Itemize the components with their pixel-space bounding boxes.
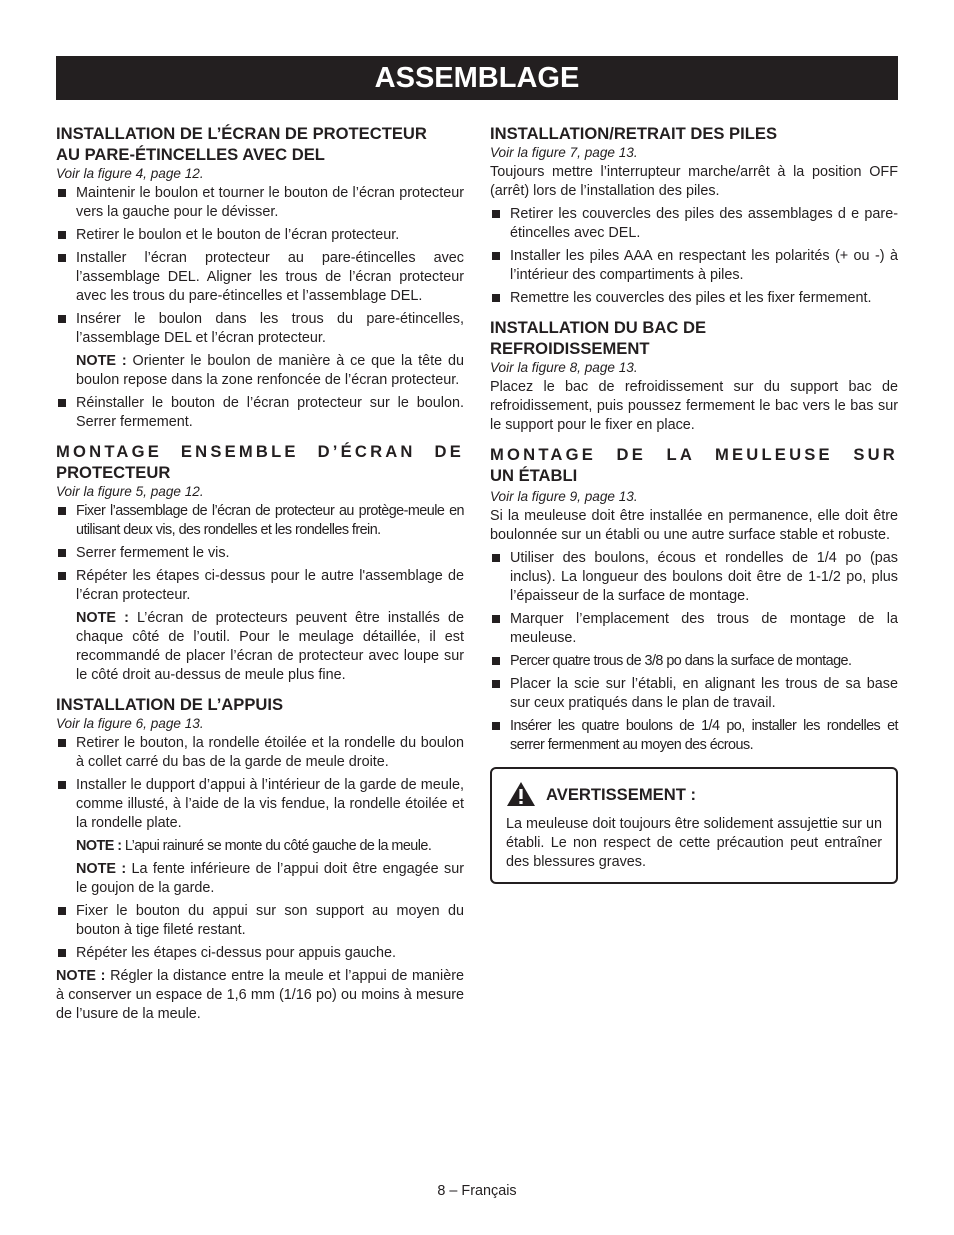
section-ecran-protecteur xyxy=(56,123,464,432)
section-heading xyxy=(490,444,898,486)
list-item: Fixer le bouton du appui sur son support au moyen du bouton à tige fileté restant. xyxy=(56,902,464,940)
section-appuis xyxy=(56,694,464,1024)
list-item: Retirer le boulon et le bouton de l’écran protecteur. xyxy=(56,226,464,245)
warning-box xyxy=(490,767,898,884)
figure-reference: Voir la figure 8, page 13. xyxy=(490,360,638,375)
heading-line: REFROIDISSEMENT xyxy=(490,339,650,358)
bullet-list xyxy=(56,394,464,432)
list-item: Placer la scie sur l’établi, en alignant les trous de sa base sur ceux pratiqués dans le plan de travail. xyxy=(490,675,898,713)
note-text: L’apui rainuré se monte du côté gauche de la meule. xyxy=(121,838,432,854)
list-item: Maintenir le boulon et tourner le bouton de l’écran protecteur vers la gauche pour le dévisser. xyxy=(56,184,464,222)
list-item: Retirer les couvercles des piles des assemblages d e pare-étincelles avec DEL. xyxy=(490,205,898,243)
note-text: La fente inférieure de l’appui doit être engagée sur le goujon de la garde. xyxy=(76,861,465,896)
note xyxy=(56,609,464,685)
warning-triangle-icon xyxy=(506,781,536,807)
list-item: Serrer fermement le vis. xyxy=(56,544,464,563)
section-heading xyxy=(56,123,464,165)
note-label: NOTE : xyxy=(76,353,127,369)
warning-header xyxy=(506,781,882,807)
section-bac-refroidissement xyxy=(490,317,898,435)
heading-line: MONTAGE ENSEMBLE D’ÉCRAN DE xyxy=(56,442,464,461)
list-item: Répéter les étapes ci-dessus pour appuis gauche. xyxy=(56,944,464,963)
right-column xyxy=(490,123,898,884)
list-item: Remettre les couvercles des piles et les fixer fermement. xyxy=(490,289,898,308)
note xyxy=(56,352,464,390)
bullet-list xyxy=(490,205,898,308)
section-montage-ensemble xyxy=(56,441,464,685)
warning-title: AVERTISSEMENT : xyxy=(546,784,696,804)
list-item: Installer le dupport d’appui à l’intérieur de la garde de meule, comme illusté, à l’aide de la vis fendue, la rondelle étoilée et la rondelle plate. xyxy=(56,776,464,833)
list-item: Installer les piles AAA en respectant les polarités (+ ou -) à l’intérieur des compartiments à piles. xyxy=(490,247,898,285)
figure-reference: Voir la figure 4, page 12. xyxy=(56,166,204,181)
note-label: NOTE : xyxy=(76,610,129,626)
bullet-list xyxy=(56,502,464,605)
left-column xyxy=(56,123,464,1028)
section-heading: INSTALLATION DE L’APPUIS xyxy=(56,695,284,714)
note-label: NOTE : xyxy=(76,861,127,877)
section-piles xyxy=(490,123,898,308)
note-text: Orienter le boulon de manière à ce que la tête du boulon repose dans la zone renfoncée de l’écran protecteur. xyxy=(76,353,464,388)
list-item: Insérer les quatre boulons de 1/4 po, installer les rondelles et serrer fermenment au moyen des écrous. xyxy=(490,717,898,755)
final-note xyxy=(56,967,464,1024)
list-item: Retirer le bouton, la rondelle étoilée et la rondelle du boulon à collet carré du bas de la garde de meule droite. xyxy=(56,734,464,772)
heading-line: MONTAGE DE LA MEULEUSE SUR xyxy=(490,445,898,464)
section-meuleuse-etabli xyxy=(490,444,898,755)
note xyxy=(56,837,464,856)
list-item: Insérer le boulon dans les trous du pare-étincelles, l’assemblage DEL et l’écran protecteur. xyxy=(56,310,464,348)
paragraph: Si la meuleuse doit être installée en permanence, elle doit être boulonnée sur un établi ou une autre surface stable et robuste. xyxy=(490,508,898,543)
bullet-list xyxy=(56,734,464,833)
note-label: NOTE : xyxy=(56,968,106,984)
heading-line: INSTALLATION DU BAC DE xyxy=(490,318,707,337)
list-item: Marquer l’emplacement des trous de montage de la meuleuse. xyxy=(490,610,898,648)
page-banner-title: ASSEMBLAGE xyxy=(56,56,898,100)
list-item: Fixer l’assemblage de l’écran de protecteur au protège-meule en utilisant deux vis, des rondelles et les rondelles frein. xyxy=(56,502,464,540)
list-item: Répéter les étapes ci-dessus pour le autre l'assemblage de l’écran protecteur. xyxy=(56,567,464,605)
note-text: Régler la distance entre la meule et l’appui de manière à conserver un espace de 1,6 mm (1/16 po) ou moins à mesure de l’usure de la meule. xyxy=(56,968,465,1022)
list-item: Percer quatre trous de 3/8 po dans la surface de montage. xyxy=(490,652,898,671)
note xyxy=(56,860,464,898)
bullet-list xyxy=(56,184,464,348)
figure-reference: Voir la figure 9, page 13. xyxy=(490,489,638,504)
page-footer: 8 – Français xyxy=(437,1183,517,1199)
section-heading xyxy=(490,317,898,359)
paragraph: Placez le bac de refroidissement sur du support bac de refroidissement, puis poussez fermement le bac vers le bas sur le support pour le fixer en place. xyxy=(490,379,898,433)
figure-reference: Voir la figure 6, page 13. xyxy=(56,716,204,731)
note-text: L’écran de protecteurs peuvent être installés de chaque côté de l’outil. Pour le meulage détaillée, il est recommandé de placer l’écran de protecteur avec loupe sur le côté droit au-dessus de meule plus fine. xyxy=(76,610,464,683)
bullet-list xyxy=(490,549,898,755)
note-label: NOTE : xyxy=(76,838,122,854)
section-heading xyxy=(56,441,464,483)
list-item: Installer l’écran protecteur au pare-étincelles avec l’assemblage DEL. Aligner les trous de l’écran protecteur avec les trous du pare-étincelles et l’assemblage DEL. xyxy=(56,249,464,306)
list-item: Utiliser des boulons, écous et rondelles de 1/4 po (pas inclus). La longueur des boulons doit être de 1-1/2 po, plus l’épaisseur de la surface de montage. xyxy=(490,549,898,606)
heading-line: AU PARE-ÉTINCELLES AVEC DEL xyxy=(56,145,325,164)
paragraph: Toujours mettre l’interrupteur marche/arrêt à la position OFF (arrêt) lors de l’installation des piles. xyxy=(490,164,898,199)
warning-text: La meuleuse doit toujours être solidement assujettie sur un établi. Le non respect de cette précaution peut entraîner des blessures graves. xyxy=(506,816,882,870)
heading-line: UN ÉTABLI xyxy=(490,466,578,485)
bullet-list xyxy=(56,902,464,963)
section-heading: INSTALLATION/RETRAIT DES PILES xyxy=(490,124,778,143)
heading-line: PROTECTEUR xyxy=(56,463,171,482)
list-item: Réinstaller le bouton de l’écran protecteur sur le boulon. Serrer fermement. xyxy=(56,394,464,432)
figure-reference: Voir la figure 7, page 13. xyxy=(490,145,638,160)
figure-reference: Voir la figure 5, page 12. xyxy=(56,484,204,499)
heading-line: INSTALLATION DE L’ÉCRAN DE PROTECTEUR xyxy=(56,124,427,143)
